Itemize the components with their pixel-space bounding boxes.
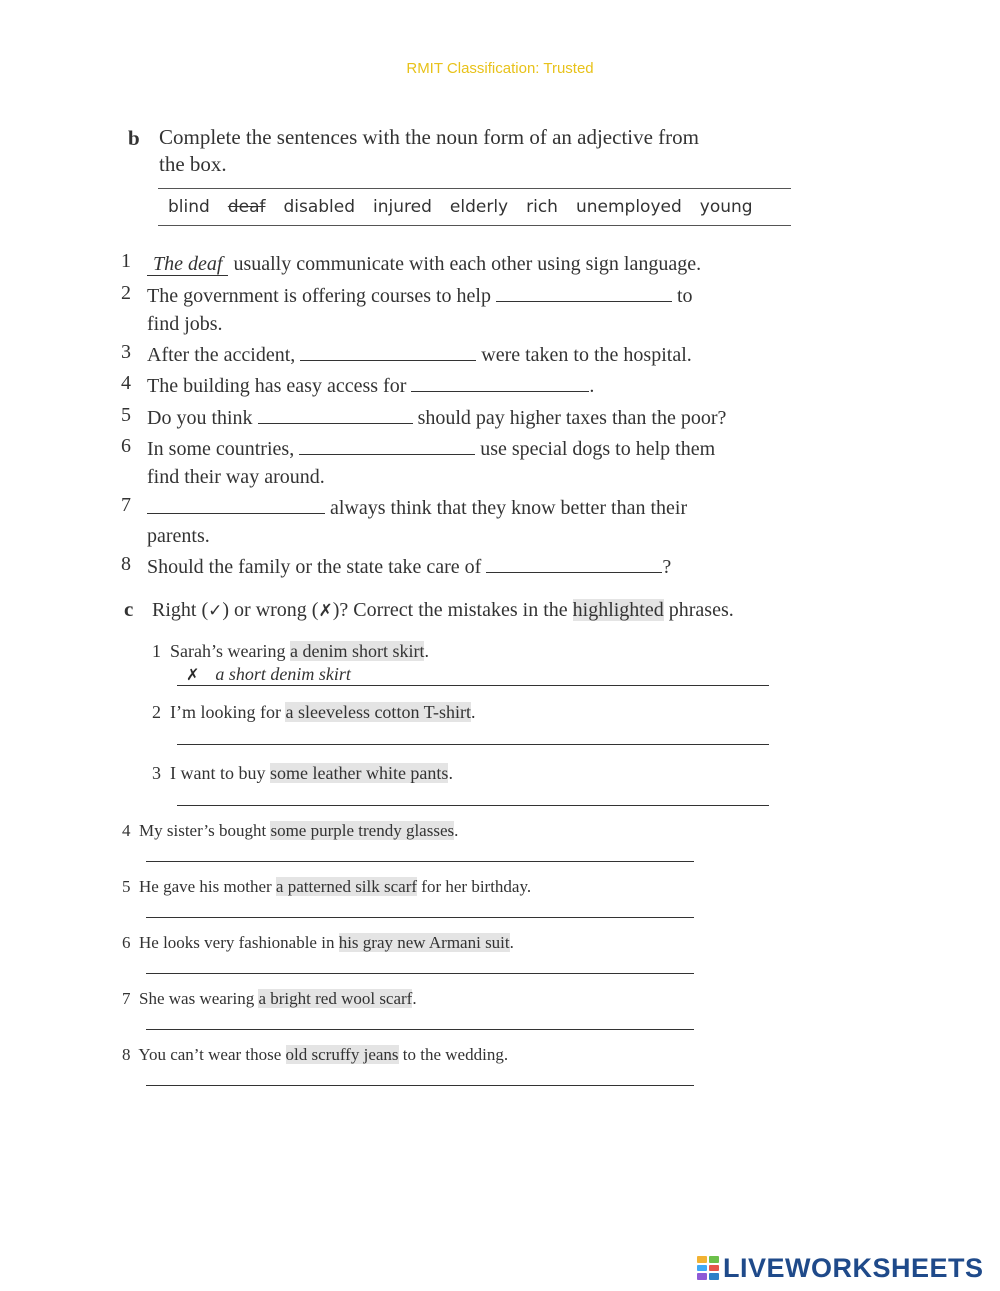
question-6: In some countries, use special dogs to help them: [147, 438, 716, 460]
answer-line-c4[interactable]: [146, 861, 694, 862]
question-6-number: 6: [121, 435, 131, 457]
answer-blank-7[interactable]: [147, 495, 325, 514]
question-3: After the accident, were taken to the hospital.: [147, 344, 692, 366]
c-item-6: 6 He looks very fashionable in his gray new Armani suit.: [122, 933, 514, 952]
c-item-5: 5 He gave his mother a patterned silk scarf for her birthday.: [122, 877, 532, 896]
cross-icon: ✗: [318, 601, 333, 621]
c-item-8: 8 You can’t wear those old scruffy jeans to the wedding.: [122, 1045, 509, 1064]
logo-text: LIVEWORKSHEETS: [723, 1252, 984, 1283]
answer-line-c5[interactable]: [146, 917, 694, 918]
c-item-1-answer: ✗ a short denim skirt: [186, 664, 351, 684]
section-b-letter: b: [128, 126, 140, 150]
question-2-number: 2: [121, 282, 131, 304]
question-8-number: 8: [121, 553, 131, 575]
check-icon: ✓: [208, 601, 223, 621]
question-4: The building has easy access for .: [147, 375, 595, 397]
word-injured: injured: [373, 197, 432, 217]
c-item-7: 7 She was wearing a bright red wool scarf.: [122, 989, 417, 1008]
section-c-letter: c: [124, 597, 134, 621]
word-young: young: [699, 197, 753, 217]
question-5: Do you think should pay higher taxes than the poor?: [147, 407, 727, 429]
answer-line-c7[interactable]: [146, 1029, 694, 1030]
section-b-instruction: Complete the sentences with the noun form of an adjective from the box.: [159, 125, 700, 176]
c-item-2: 2 I’m looking for a sleeveless cotton T-shirt.: [152, 702, 476, 722]
question-8: Should the family or the state take care of ?: [147, 556, 672, 578]
liveworksheets-logo: [697, 1252, 984, 1284]
question-3-number: 3: [121, 341, 131, 363]
example-answer: The deaf: [147, 253, 228, 276]
answer-line-c1[interactable]: [177, 685, 769, 686]
c-item-4: 4 My sister’s bought some purple trendy glasses.: [122, 821, 459, 840]
answer-blank-5[interactable]: [258, 405, 413, 424]
word-deaf: deaf: [227, 197, 266, 217]
question-5-number: 5: [121, 404, 131, 426]
question-2-line2: find jobs.: [147, 313, 223, 335]
answer-blank-4[interactable]: [411, 373, 589, 392]
question-4-number: 4: [121, 372, 131, 394]
question-7-number: 7: [121, 494, 131, 516]
classification-label: RMIT Classification: Trusted: [406, 60, 594, 77]
answer-line-c8[interactable]: [146, 1085, 694, 1086]
question-6-line2: find their way around.: [147, 466, 325, 488]
question-7-line2: parents.: [147, 525, 210, 547]
cross-icon: ✗: [186, 665, 200, 684]
answer-line-c2[interactable]: [177, 744, 769, 745]
word-disabled: disabled: [283, 197, 356, 217]
word-rich: rich: [526, 197, 558, 217]
answer-line-c3[interactable]: [177, 805, 769, 806]
question-7: always think that they know better than their: [147, 494, 687, 522]
answer-line-c6[interactable]: [146, 973, 694, 974]
c-item-3: 3 I want to buy some leather white pants.: [152, 763, 453, 783]
question-1-number: 1: [121, 250, 131, 272]
section-c-instruction: Right (✓) or wrong (✗)? Correct the mistakes in the highlighted phrases.: [152, 599, 734, 621]
c-item-1: 1 Sarah’s wearing a denim short skirt.: [152, 641, 429, 661]
question-2: The government is offering courses to help to: [147, 285, 693, 307]
answer-blank-2[interactable]: [496, 283, 672, 302]
word-unemployed: unemployed: [575, 197, 682, 217]
word-elderly: elderly: [449, 197, 509, 217]
liveworksheets-icon: [697, 1256, 719, 1280]
word-blind: blind: [168, 197, 210, 217]
answer-blank-6[interactable]: [299, 436, 475, 455]
word-box: [158, 188, 791, 226]
answer-blank-8[interactable]: [486, 554, 662, 573]
question-1: The deaf usually communicate with each other using sign language.: [147, 250, 701, 278]
answer-blank-3[interactable]: [300, 342, 476, 361]
